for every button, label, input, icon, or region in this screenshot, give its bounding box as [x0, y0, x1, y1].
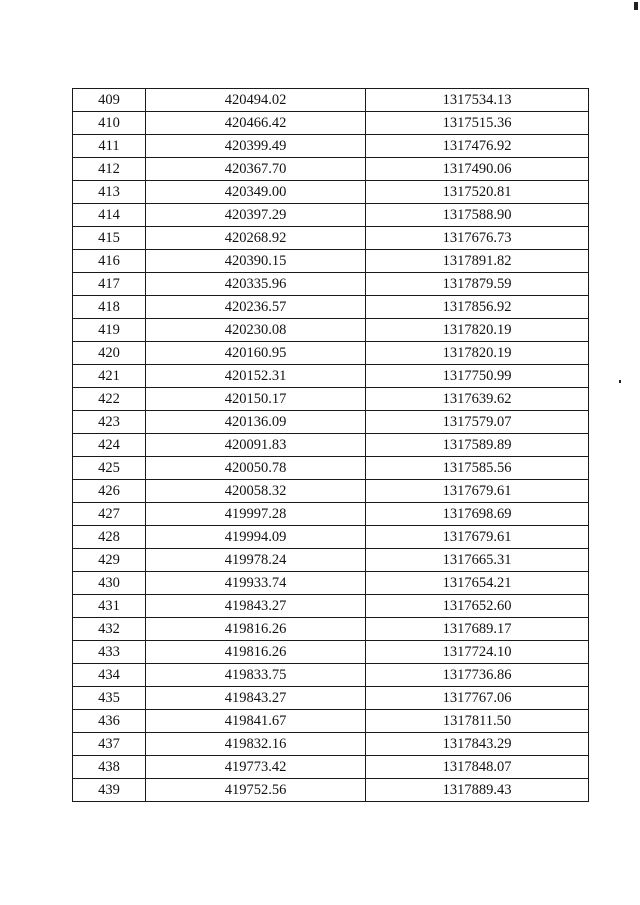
- point-number-cell: 427: [73, 503, 146, 526]
- point-number-cell: 421: [73, 365, 146, 388]
- coordinate-table-body: [73, 89, 589, 802]
- y-coordinate-cell: 1317820.19: [366, 319, 589, 342]
- point-number-cell: 433: [73, 641, 146, 664]
- point-number-cell: 409: [73, 89, 146, 112]
- point-number-cell: 437: [73, 733, 146, 756]
- table-row: [73, 572, 589, 595]
- table-row: [73, 204, 589, 227]
- x-coordinate-cell: 420349.00: [146, 181, 366, 204]
- y-coordinate-cell: 1317654.21: [366, 572, 589, 595]
- y-coordinate-cell: 1317652.60: [366, 595, 589, 618]
- x-coordinate-cell: 420335.96: [146, 273, 366, 296]
- table-row: [73, 227, 589, 250]
- x-coordinate-cell: 420150.17: [146, 388, 366, 411]
- y-coordinate-cell: 1317879.59: [366, 273, 589, 296]
- x-coordinate-cell: 420136.09: [146, 411, 366, 434]
- x-coordinate-cell: 420058.32: [146, 480, 366, 503]
- table-row: [73, 503, 589, 526]
- point-number-cell: 424: [73, 434, 146, 457]
- x-coordinate-cell: 419816.26: [146, 618, 366, 641]
- x-coordinate-cell: 420050.78: [146, 457, 366, 480]
- point-number-cell: 436: [73, 710, 146, 733]
- point-number-cell: 411: [73, 135, 146, 158]
- x-coordinate-cell: 419752.56: [146, 779, 366, 802]
- x-coordinate-cell: 419841.67: [146, 710, 366, 733]
- point-number-cell: 422: [73, 388, 146, 411]
- point-number-cell: 435: [73, 687, 146, 710]
- y-coordinate-cell: 1317588.90: [366, 204, 589, 227]
- table-row: [73, 112, 589, 135]
- x-coordinate-cell: 419843.27: [146, 687, 366, 710]
- x-coordinate-cell: 419832.16: [146, 733, 366, 756]
- x-coordinate-cell: 420494.02: [146, 89, 366, 112]
- scan-speck: [634, 2, 638, 10]
- point-number-cell: 429: [73, 549, 146, 572]
- table-row: [73, 250, 589, 273]
- x-coordinate-cell: 419933.74: [146, 572, 366, 595]
- x-coordinate-cell: 419816.26: [146, 641, 366, 664]
- table-row: [73, 526, 589, 549]
- table-row: [73, 319, 589, 342]
- table-row: [73, 296, 589, 319]
- table-row: [73, 779, 589, 802]
- table-row: [73, 549, 589, 572]
- point-number-cell: 418: [73, 296, 146, 319]
- y-coordinate-cell: 1317724.10: [366, 641, 589, 664]
- x-coordinate-cell: 419997.28: [146, 503, 366, 526]
- x-coordinate-cell: 420390.15: [146, 250, 366, 273]
- y-coordinate-cell: 1317490.06: [366, 158, 589, 181]
- x-coordinate-cell: 420268.92: [146, 227, 366, 250]
- coordinate-table: [72, 88, 589, 802]
- x-coordinate-cell: 420236.57: [146, 296, 366, 319]
- y-coordinate-cell: 1317736.86: [366, 664, 589, 687]
- y-coordinate-cell: 1317589.89: [366, 434, 589, 457]
- y-coordinate-cell: 1317679.61: [366, 526, 589, 549]
- point-number-cell: 416: [73, 250, 146, 273]
- table-row: [73, 135, 589, 158]
- y-coordinate-cell: 1317843.29: [366, 733, 589, 756]
- point-number-cell: 431: [73, 595, 146, 618]
- point-number-cell: 420: [73, 342, 146, 365]
- y-coordinate-cell: 1317811.50: [366, 710, 589, 733]
- table-row: [73, 457, 589, 480]
- x-coordinate-cell: 420367.70: [146, 158, 366, 181]
- table-row: [73, 158, 589, 181]
- y-coordinate-cell: 1317515.36: [366, 112, 589, 135]
- point-number-cell: 413: [73, 181, 146, 204]
- y-coordinate-cell: 1317820.19: [366, 342, 589, 365]
- table-row: [73, 756, 589, 779]
- table-row: [73, 664, 589, 687]
- y-coordinate-cell: 1317579.07: [366, 411, 589, 434]
- table-row: [73, 687, 589, 710]
- x-coordinate-cell: 420091.83: [146, 434, 366, 457]
- y-coordinate-cell: 1317689.17: [366, 618, 589, 641]
- x-coordinate-cell: 420160.95: [146, 342, 366, 365]
- y-coordinate-cell: 1317698.69: [366, 503, 589, 526]
- y-coordinate-cell: 1317639.62: [366, 388, 589, 411]
- point-number-cell: 414: [73, 204, 146, 227]
- table-row: [73, 181, 589, 204]
- point-number-cell: 434: [73, 664, 146, 687]
- point-number-cell: 430: [73, 572, 146, 595]
- y-coordinate-cell: 1317767.06: [366, 687, 589, 710]
- table-row: [73, 342, 589, 365]
- y-coordinate-cell: 1317534.13: [366, 89, 589, 112]
- table-row: [73, 411, 589, 434]
- table-row: [73, 273, 589, 296]
- y-coordinate-cell: 1317891.82: [366, 250, 589, 273]
- y-coordinate-cell: 1317889.43: [366, 779, 589, 802]
- point-number-cell: 415: [73, 227, 146, 250]
- point-number-cell: 412: [73, 158, 146, 181]
- table-row: [73, 365, 589, 388]
- point-number-cell: 417: [73, 273, 146, 296]
- y-coordinate-cell: 1317520.81: [366, 181, 589, 204]
- table-row: [73, 710, 589, 733]
- x-coordinate-cell: 419833.75: [146, 664, 366, 687]
- table-row: [73, 434, 589, 457]
- x-coordinate-cell: 420466.42: [146, 112, 366, 135]
- point-number-cell: 439: [73, 779, 146, 802]
- y-coordinate-cell: 1317679.61: [366, 480, 589, 503]
- x-coordinate-cell: 419773.42: [146, 756, 366, 779]
- point-number-cell: 425: [73, 457, 146, 480]
- point-number-cell: 428: [73, 526, 146, 549]
- table-row: [73, 388, 589, 411]
- point-number-cell: 410: [73, 112, 146, 135]
- scan-speck: [619, 380, 621, 383]
- x-coordinate-cell: 419978.24: [146, 549, 366, 572]
- y-coordinate-cell: 1317750.99: [366, 365, 589, 388]
- x-coordinate-cell: 419994.09: [146, 526, 366, 549]
- point-number-cell: 426: [73, 480, 146, 503]
- point-number-cell: 423: [73, 411, 146, 434]
- y-coordinate-cell: 1317476.92: [366, 135, 589, 158]
- point-number-cell: 438: [73, 756, 146, 779]
- table-row: [73, 480, 589, 503]
- table-row: [73, 733, 589, 756]
- x-coordinate-cell: 419843.27: [146, 595, 366, 618]
- table-row: [73, 641, 589, 664]
- x-coordinate-cell: 420230.08: [146, 319, 366, 342]
- x-coordinate-cell: 420397.29: [146, 204, 366, 227]
- point-number-cell: 419: [73, 319, 146, 342]
- y-coordinate-cell: 1317848.07: [366, 756, 589, 779]
- y-coordinate-cell: 1317676.73: [366, 227, 589, 250]
- y-coordinate-cell: 1317585.56: [366, 457, 589, 480]
- y-coordinate-cell: 1317665.31: [366, 549, 589, 572]
- table-row: [73, 595, 589, 618]
- x-coordinate-cell: 420399.49: [146, 135, 366, 158]
- point-number-cell: 432: [73, 618, 146, 641]
- y-coordinate-cell: 1317856.92: [366, 296, 589, 319]
- table-row: [73, 89, 589, 112]
- x-coordinate-cell: 420152.31: [146, 365, 366, 388]
- table-row: [73, 618, 589, 641]
